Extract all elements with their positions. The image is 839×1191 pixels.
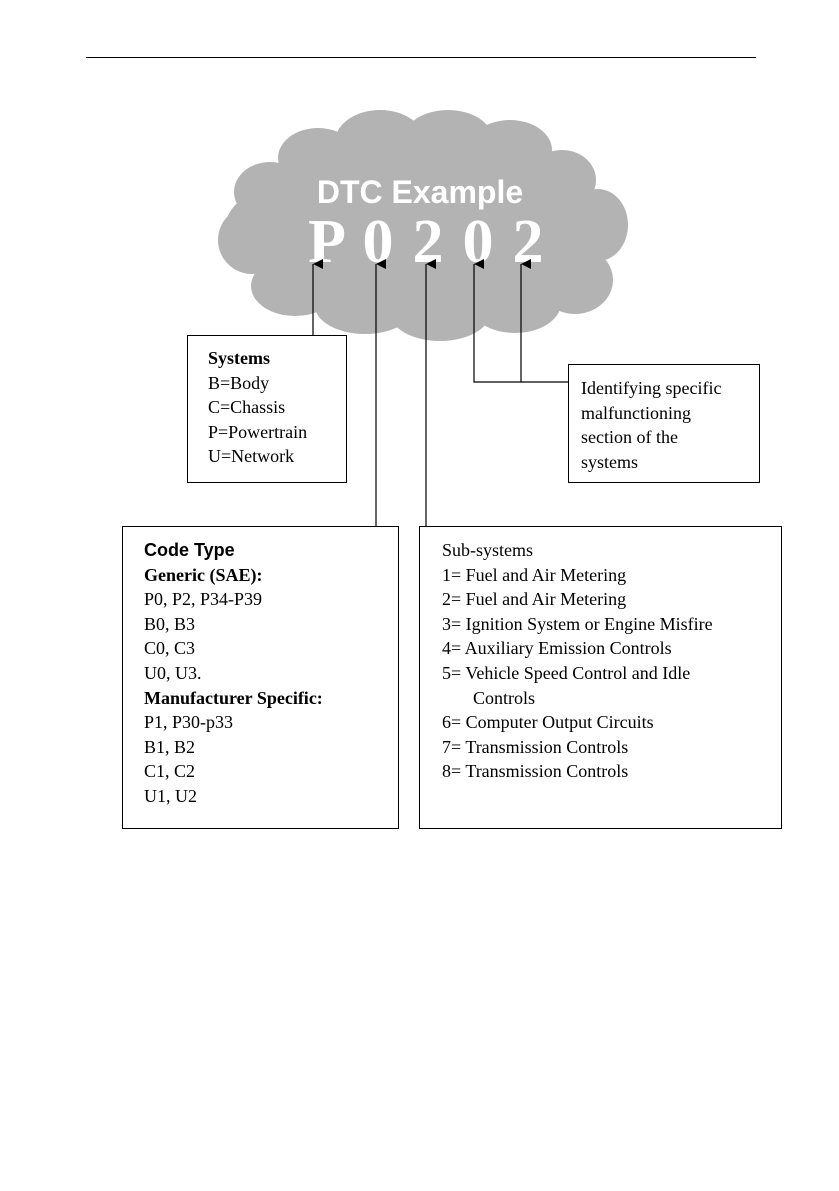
- manufacturer-item: P1, P30-p33: [144, 712, 234, 733]
- systems-heading: Systems: [208, 348, 270, 368]
- systems-item: U=Network: [208, 446, 295, 467]
- cloud-title: DTC Example: [316, 174, 524, 210]
- manufacturer-item: U1, U2: [144, 785, 197, 806]
- generic-item: B0, B3: [144, 613, 196, 634]
- code-char-system: P: [308, 208, 346, 276]
- code-char-section-1: 0: [462, 208, 494, 276]
- generic-item: U0, U3.: [144, 662, 202, 683]
- systems-box: [187, 335, 347, 483]
- subsystems-box: [419, 526, 782, 829]
- subsystems-item-continuation: Controls: [473, 687, 536, 708]
- manufacturer-item: B1, B2: [144, 736, 196, 757]
- subsystems-item: 3= Ignition System or Engine Misfire: [442, 613, 713, 634]
- code-type-box: [122, 526, 399, 829]
- code-char-type: 0: [362, 208, 394, 276]
- subsystems-item: 1= Fuel and Air Metering: [442, 564, 627, 585]
- identifying-line: section of the: [581, 427, 678, 448]
- subsystems-item: 2= Fuel and Air Metering: [442, 589, 627, 610]
- identifying-line: malfunctioning: [581, 402, 691, 423]
- manufacturer-item: C1, C2: [144, 761, 196, 782]
- generic-heading: Generic (SAE):: [144, 564, 263, 585]
- generic-item: P0, P2, P34-P39: [144, 589, 263, 610]
- subsystems-item: 5= Vehicle Speed Control and Idle: [442, 662, 691, 683]
- identifying-line: Identifying specific: [581, 378, 722, 398]
- subsystems-item: 7= Transmission Controls: [442, 736, 629, 757]
- subsystems-item: 4= Auxiliary Emission Controls: [442, 638, 672, 659]
- systems-item: C=Chassis: [208, 397, 286, 418]
- manufacturer-heading: Manufacturer Specific:: [144, 687, 323, 708]
- code-char-section-2: 2: [512, 208, 544, 276]
- identifying-box: [568, 364, 760, 483]
- systems-item: B=Body: [208, 372, 270, 393]
- generic-item: C0, C3: [144, 638, 196, 659]
- subsystems-heading: Sub-systems: [442, 540, 534, 560]
- systems-item: P=Powertrain: [208, 421, 308, 442]
- code-char-subsystem: 2: [412, 208, 444, 276]
- code-type-heading: Code Type: [144, 540, 235, 560]
- subsystems-item: 6= Computer Output Circuits: [442, 712, 654, 733]
- identifying-line: systems: [581, 451, 639, 472]
- subsystems-item: 8= Transmission Controls: [442, 761, 629, 782]
